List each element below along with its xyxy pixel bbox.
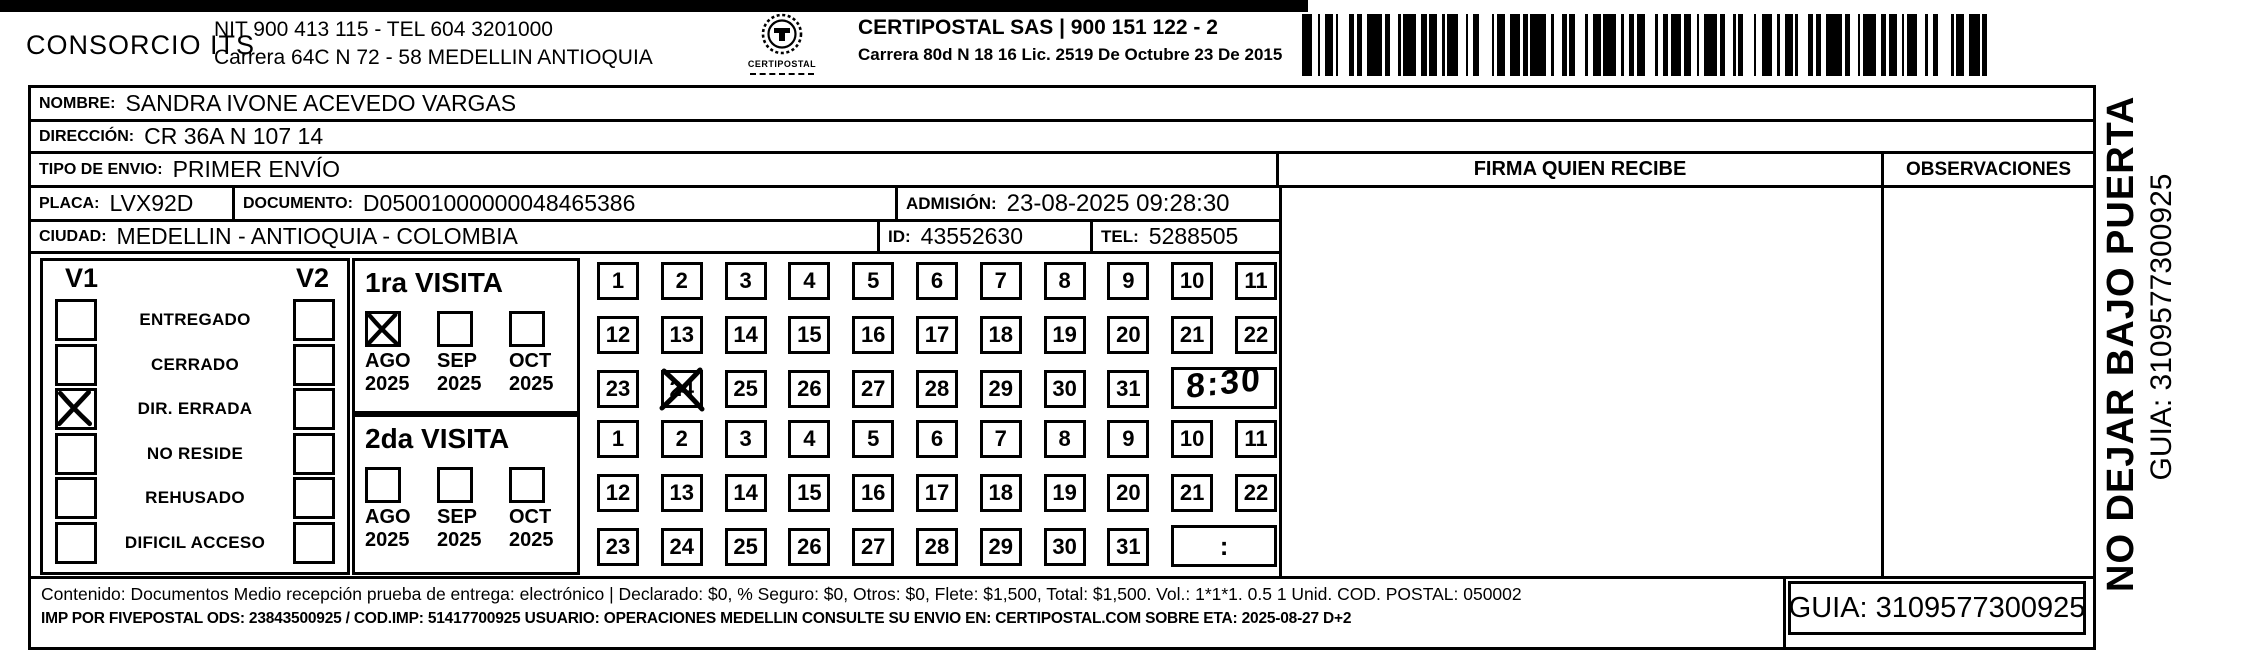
month-column xyxy=(429,467,501,551)
checkbox-v1-2[interactable] xyxy=(55,388,97,430)
barcode xyxy=(1302,14,1990,76)
visit1-day-cell-17[interactable]: 17 xyxy=(916,316,958,354)
visit1-day-cell-21[interactable]: 21 xyxy=(1171,316,1213,354)
tel-value: 5288505 xyxy=(1148,223,1239,249)
visit1-month-checkbox-ago[interactable] xyxy=(365,311,401,347)
status-row xyxy=(55,388,335,430)
direccion-value: CR 36A N 107 14 xyxy=(144,123,324,149)
visit2-day-cell-18[interactable]: 18 xyxy=(980,474,1022,512)
checkbox-v1-3[interactable] xyxy=(55,433,97,475)
visit1-day-cell-2[interactable]: 2 xyxy=(661,262,703,300)
visit2-day-cell-11[interactable]: 11 xyxy=(1235,420,1277,458)
visit1-day-cell-19[interactable]: 19 xyxy=(1044,316,1086,354)
visit1-day-cell-18[interactable]: 18 xyxy=(980,316,1022,354)
month-year: 2025 xyxy=(509,373,554,395)
field-ciudad xyxy=(31,222,880,254)
visit1-day-cell-10[interactable]: 10 xyxy=(1171,262,1213,300)
checkbox-v1-0[interactable] xyxy=(55,299,97,341)
second-visit-months xyxy=(355,467,577,551)
visit1-day-cell-12[interactable]: 12 xyxy=(597,316,639,354)
visit2-day-cell-2[interactable]: 2 xyxy=(661,420,703,458)
status-option-label: NO RESIDE xyxy=(146,443,244,463)
nombre-value: SANDRA IVONE ACEVEDO VARGAS xyxy=(125,90,517,116)
visit1-month-checkbox-oct[interactable] xyxy=(509,311,545,347)
visit1-day-cell-20[interactable]: 20 xyxy=(1107,316,1149,354)
admision-label: ADMISIÓN: xyxy=(906,193,997,213)
visit2-day-cell-28[interactable]: 28 xyxy=(916,528,958,566)
logo-underline xyxy=(750,70,814,75)
month-year: 2025 xyxy=(437,373,482,395)
field-direccion xyxy=(31,122,2093,154)
placa-label: PLACA: xyxy=(39,194,100,212)
observaciones-column-header: OBSERVACIONES xyxy=(1884,154,2093,188)
visit1-day-cell-15[interactable]: 15 xyxy=(788,316,830,354)
nombre-label: NOMBRE: xyxy=(39,94,116,112)
visit1-day-cell-31[interactable]: 31 xyxy=(1107,370,1149,408)
company-nit-line: NIT 900 413 115 - TEL 604 3201000 xyxy=(214,18,553,41)
visit2-day-cell-9[interactable]: 9 xyxy=(1107,420,1149,458)
visit2-day-cell-23[interactable]: 23 xyxy=(597,528,639,566)
visit1-time-box[interactable] xyxy=(1171,359,1277,409)
visit2-day-cell-5[interactable]: 5 xyxy=(852,420,894,458)
partner-address-line: Carrera 80d N 18 16 Lic. 2519 De Octubre 23 De 2015 xyxy=(858,45,1283,64)
no-dejar-bajo-puerta-note: NO DEJAR BAJO PUERTA xyxy=(2100,95,2142,592)
checkbox-v1-1[interactable] xyxy=(55,344,97,386)
visit1-day-cell-11[interactable]: 11 xyxy=(1235,262,1277,300)
visit1-day-cell-5[interactable]: 5 xyxy=(852,262,894,300)
month-column xyxy=(501,467,573,551)
documento-value: D05001000000048465386 xyxy=(362,190,636,216)
visit1-day-cell-23[interactable]: 23 xyxy=(597,370,639,408)
visit1-day-cell-8[interactable]: 8 xyxy=(1044,262,1086,300)
month-column xyxy=(501,311,573,395)
visit2-day-cell-20[interactable]: 20 xyxy=(1107,474,1149,512)
visit2-day-cell-15[interactable]: 15 xyxy=(788,474,830,512)
handwritten-time: 8:30 xyxy=(1185,359,1263,406)
checkbox-v2-5[interactable] xyxy=(293,522,335,564)
first-visit-months xyxy=(355,311,577,395)
visit2-day-cell-25[interactable]: 25 xyxy=(725,528,767,566)
month-column xyxy=(357,311,429,395)
month-label: SEP xyxy=(437,506,478,528)
tipo-envio-label: TIPO DE ENVIO: xyxy=(39,160,163,178)
field-tel xyxy=(1093,222,1279,254)
first-visit-day-grid xyxy=(597,262,1277,409)
visit2-day-cell-22[interactable]: 22 xyxy=(1235,474,1277,512)
visit2-day-cell-27[interactable]: 27 xyxy=(852,528,894,566)
footer-imp-line: IMP POR FIVEPOSTAL ODS: 23843500925 / COD.IMP: 51417700925 USUARIO: OPERACIONES MEDELLIN CONSULTE SU ENVIO EN: CERTIPOSTAL.COM SOBRE ETA: 2025-08-27 D+2 xyxy=(41,610,1352,627)
logo-caption: CERTIPOSTAL xyxy=(747,59,817,69)
visit2-day-cell-19[interactable]: 19 xyxy=(1044,474,1086,512)
ciudad-label: CIUDAD: xyxy=(39,227,107,245)
month-year: 2025 xyxy=(365,529,410,551)
visit2-day-cell-14[interactable]: 14 xyxy=(725,474,767,512)
direccion-label: DIRECCIÓN: xyxy=(39,127,135,145)
second-visit-day-grid xyxy=(597,420,1277,567)
month-year: 2025 xyxy=(509,529,554,551)
visit2-day-cell-8[interactable]: 8 xyxy=(1044,420,1086,458)
company-name: CONSORCIO ITS xyxy=(26,30,256,60)
status-option-label: REHUSADO xyxy=(145,488,245,508)
side-note-rotated xyxy=(2100,62,2179,592)
field-documento xyxy=(235,188,898,222)
month-year: 2025 xyxy=(365,373,410,395)
certipostal-stamp-icon xyxy=(760,12,804,56)
second-visit-title: 2da VISITA xyxy=(365,423,510,454)
documento-label: DOCUMENTO: xyxy=(243,194,353,212)
month-label: AGO xyxy=(365,506,411,528)
field-tipo-envio xyxy=(31,154,1279,188)
field-id xyxy=(880,222,1093,254)
tipo-envio-value: PRIMER ENVÍO xyxy=(172,156,340,182)
visit2-day-cell-30[interactable]: 30 xyxy=(1044,528,1086,566)
placa-value: LVX92D xyxy=(109,190,194,216)
visit1-day-cell-9[interactable]: 9 xyxy=(1107,262,1149,300)
partner-info xyxy=(858,16,1282,65)
visit2-month-checkbox-sep[interactable] xyxy=(437,467,473,503)
month-year: 2025 xyxy=(437,529,482,551)
visit2-day-cell-3[interactable]: 3 xyxy=(725,420,767,458)
checkbox-v2-4[interactable] xyxy=(293,477,335,519)
id-value: 43552630 xyxy=(920,223,1024,249)
month-label: OCT xyxy=(509,350,552,372)
partner-name-line: CERTIPOSTAL SAS | 900 151 122 - 2 xyxy=(858,16,1218,39)
visit2-day-cell-1[interactable]: 1 xyxy=(597,420,639,458)
status-option-label: CERRADO xyxy=(150,354,240,374)
month-label: AGO xyxy=(365,350,411,372)
month-label: SEP xyxy=(437,350,478,372)
second-visit-box xyxy=(352,414,580,575)
scan-edge-bar xyxy=(0,0,1308,12)
visit1-month-checkbox-sep[interactable] xyxy=(437,311,473,347)
field-placa xyxy=(31,188,235,222)
month-column xyxy=(357,467,429,551)
visit2-day-cell-21[interactable]: 21 xyxy=(1171,474,1213,512)
checkbox-v2-1[interactable] xyxy=(293,344,335,386)
visit1-day-cell-24[interactable]: 24 xyxy=(661,370,703,408)
visit2-day-cell-10[interactable]: 10 xyxy=(1171,420,1213,458)
checkbox-v2-2[interactable] xyxy=(293,388,335,430)
visit2-day-cell-6[interactable]: 6 xyxy=(916,420,958,458)
checkbox-v2-3[interactable] xyxy=(293,433,335,475)
certipostal-logo xyxy=(734,12,830,75)
visit1-day-cell-22[interactable]: 22 xyxy=(1235,316,1277,354)
firma-column-header: FIRMA QUIEN RECIBE xyxy=(1279,154,1884,188)
v2-column-label: V2 xyxy=(295,263,329,293)
tel-label: TEL: xyxy=(1101,226,1139,246)
visit2-month-checkbox-ago[interactable] xyxy=(365,467,401,503)
id-label: ID: xyxy=(888,226,911,246)
visit1-day-cell-27[interactable]: 27 xyxy=(852,370,894,408)
visit2-day-cell-4[interactable]: 4 xyxy=(788,420,830,458)
v1-column-label: V1 xyxy=(65,263,99,293)
month-column xyxy=(429,311,501,395)
footer-contenido-line: Contenido: Documentos Medio recepción prueba de entrega: electrónico | Declarado: $0, % Seguro: $0, Otros: $0, Flete: $1,500, Total: $1,500. Vol.: 1*1*1. 0.5 1 Unid. COD. POSTAL: 050002 xyxy=(41,584,1522,604)
visit1-day-cell-1[interactable]: 1 xyxy=(597,262,639,300)
field-nombre xyxy=(31,88,2093,122)
visit1-day-cell-4[interactable]: 4 xyxy=(788,262,830,300)
checkbox-v1-4[interactable] xyxy=(55,477,97,519)
checkbox-v2-0[interactable] xyxy=(293,299,335,341)
status-rows xyxy=(55,299,335,564)
visit2-day-cell-7[interactable]: 7 xyxy=(980,420,1022,458)
visit1-day-cell-16[interactable]: 16 xyxy=(852,316,894,354)
delivery-status-panel xyxy=(40,258,350,575)
status-row xyxy=(55,477,335,519)
status-row xyxy=(55,299,335,341)
first-visit-title: 1ra VISITA xyxy=(365,267,503,298)
visit2-day-cell-26[interactable]: 26 xyxy=(788,528,830,566)
visit2-day-cell-17[interactable]: 17 xyxy=(916,474,958,512)
visit1-day-cell-7[interactable]: 7 xyxy=(980,262,1022,300)
status-option-label: DIFICIL ACCESO xyxy=(124,532,266,552)
visit2-day-cell-31[interactable]: 31 xyxy=(1107,528,1149,566)
visit2-month-checkbox-oct[interactable] xyxy=(509,467,545,503)
visit1-day-cell-3[interactable]: 3 xyxy=(725,262,767,300)
status-row xyxy=(55,344,335,386)
observaciones-area[interactable] xyxy=(1884,188,2093,576)
guia-number-box: GUIA: 3109577300925 xyxy=(1788,581,2086,635)
admision-value: 23-08-2025 09:28:30 xyxy=(1006,189,1230,217)
visit1-day-cell-28[interactable]: 28 xyxy=(916,370,958,408)
visit2-day-cell-24[interactable]: 24 xyxy=(661,528,703,566)
visit1-day-cell-29[interactable]: 29 xyxy=(980,370,1022,408)
visit2-day-cell-16[interactable]: 16 xyxy=(852,474,894,512)
visit1-day-cell-6[interactable]: 6 xyxy=(916,262,958,300)
form-table xyxy=(28,85,2096,650)
visit1-day-cell-13[interactable]: 13 xyxy=(661,316,703,354)
visit2-day-cell-13[interactable]: 13 xyxy=(661,474,703,512)
checkbox-v1-5[interactable] xyxy=(55,522,97,564)
status-row xyxy=(55,522,335,564)
status-row xyxy=(55,433,335,475)
time-colon: : xyxy=(1219,530,1229,561)
visit1-day-cell-25[interactable]: 25 xyxy=(725,370,767,408)
firma-signature-area[interactable] xyxy=(1279,188,1884,576)
status-option-label: DIR. ERRADA xyxy=(137,399,253,419)
side-guia-number: GUIA: 3109577300925 xyxy=(2145,173,2178,481)
visit2-day-cell-29[interactable]: 29 xyxy=(980,528,1022,566)
company-info xyxy=(214,16,653,72)
company-address-line: Carrera 64C N 72 - 58 MEDELLIN ANTIOQUIA xyxy=(214,46,653,69)
footer-details xyxy=(31,576,1786,647)
status-option-label: ENTREGADO xyxy=(139,310,251,329)
first-visit-box xyxy=(352,258,580,414)
visit2-time-box[interactable] xyxy=(1171,525,1277,567)
field-admision xyxy=(898,188,1279,222)
visit2-day-cell-12[interactable]: 12 xyxy=(597,474,639,512)
ciudad-value: MEDELLIN - ANTIOQUIA - COLOMBIA xyxy=(116,223,518,249)
visit1-day-cell-26[interactable]: 26 xyxy=(788,370,830,408)
visit1-day-cell-14[interactable]: 14 xyxy=(725,316,767,354)
month-label: OCT xyxy=(509,506,552,528)
visit1-day-cell-30[interactable]: 30 xyxy=(1044,370,1086,408)
